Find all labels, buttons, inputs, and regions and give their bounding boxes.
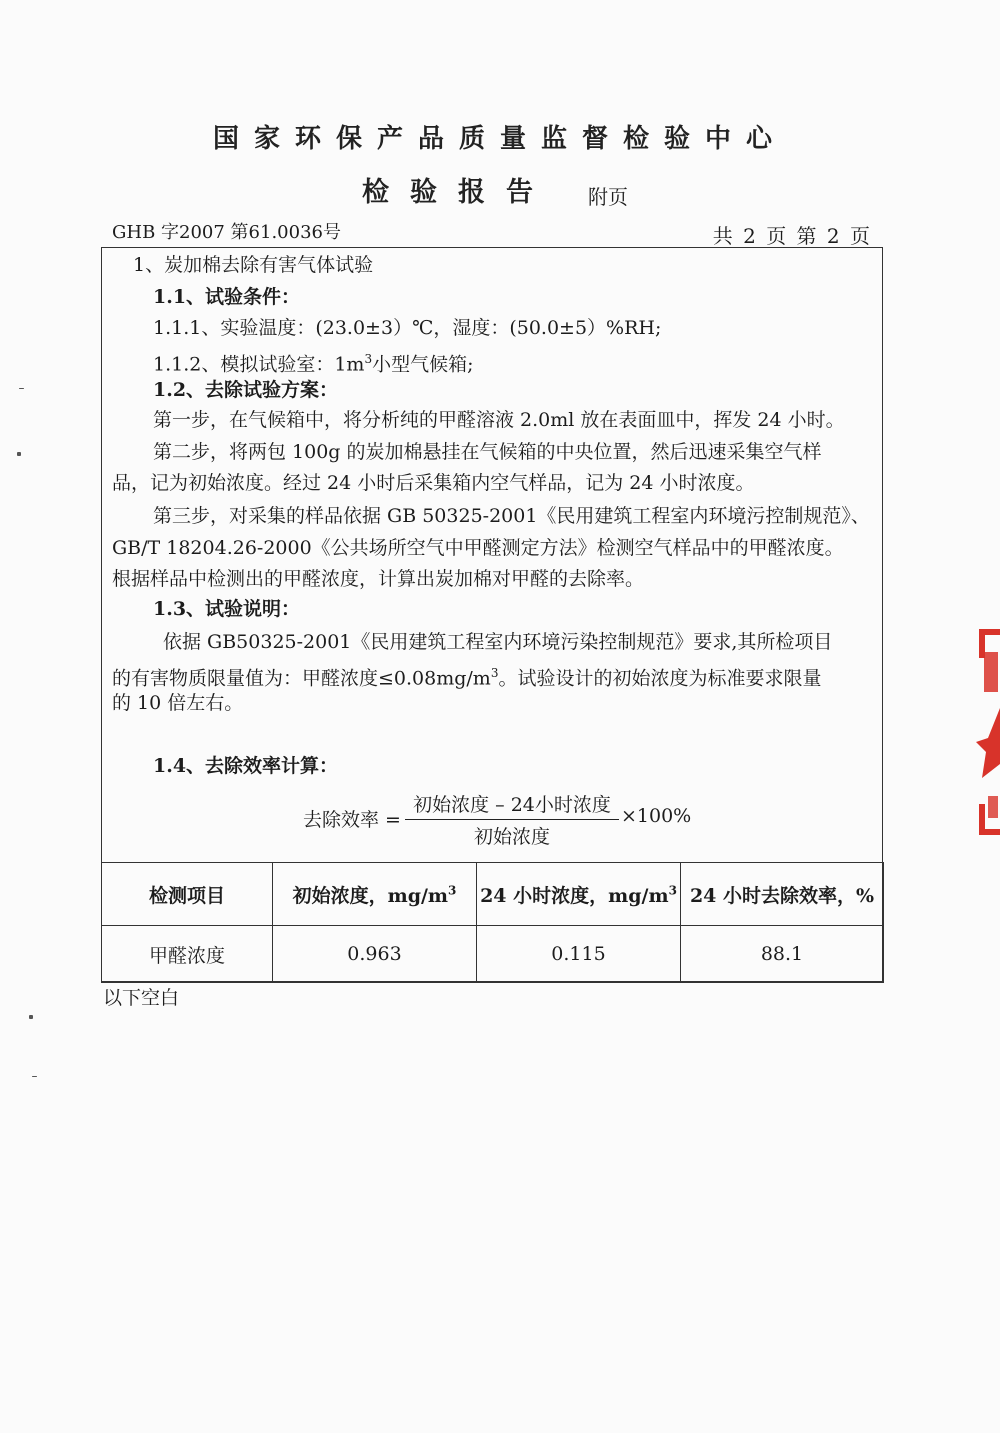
table-cell-item: 甲醛浓度 [102,926,273,983]
report-title: 检验报告 [362,177,554,208]
test-temperature-humidity: 1.1.1、实验温度：(23.0±3）℃，湿度：(50.0±5）%RH; [153,317,662,339]
table-header-cell [273,863,477,926]
table-cell-initial: 0.963 [273,926,477,983]
formula-denominator: 初始浓度 [473,826,550,848]
table-header-cell [477,863,681,926]
scan-speck [19,388,24,389]
limit-text: 的有害物质限量值为：甲醛浓度≤0.08mg/m [112,667,491,690]
test-chamber-text: 1.1.2、模拟试验室：1m [153,353,365,376]
header-removal-efficiency: 24 小时去除效率，% [689,884,875,907]
step-1-text: 第一步，在气候箱中，将分析纯的甲醛溶液 2.0ml 放在表面皿中，挥发 24 小时。 [153,409,845,431]
table-header-cell [681,863,884,926]
formula-numerator: 初始浓度 – 24小时浓度 [405,790,619,820]
appendix-label: 附页 [588,185,628,209]
page-count: 共 2 页 第 2 页 [712,224,872,248]
step-2-text-line-1: 第二步，将两包 100g 的炭加棉悬挂在气候箱的中央位置，然后迅速采集空气样 [153,441,822,463]
header-initial-concentration: 初始浓度，mg/m [292,884,449,907]
section-1-2-heading: 1.2、去除试验方案： [153,379,339,401]
star-icon [976,708,1000,778]
formula-lhs: 去除效率 = [303,809,401,831]
section-1-1-heading: 1.1、试验条件： [153,286,301,308]
header-item: 检测项目 [148,884,225,907]
header-superscript: 3 [448,883,457,898]
blank-below-note: 以下空白 [103,987,180,1009]
test-description-line-3: 的 10 倍左右。 [112,692,244,714]
header-superscript: 3 [668,883,677,898]
section-1-heading: 1、炭加棉去除有害气体试验 [133,254,374,276]
header-24h-concentration: 24 小时浓度，mg/m [480,884,669,907]
report-number: GHB 字2007 第61.0036号 [112,222,341,243]
formula-rhs: ×100% [621,805,692,827]
limit-text-end: 。试验设计的初始浓度为标准要求限量 [498,667,822,690]
organization-title: 国家环保产品质量监督检验中心 [212,124,787,154]
table-header-cell [102,863,273,926]
table-cell-24h: 0.115 [477,926,681,983]
table-header-row [102,863,884,926]
test-chamber-superscript: 3 [364,352,373,366]
section-1-3-heading: 1.3、试验说明： [153,598,301,620]
test-description-line-2 [112,660,821,691]
table-row [102,926,884,983]
step-2-text-line-2: 品，记为初始浓度。经过 24 小时后采集箱内空气样品，记为 24 小时浓度。 [112,472,755,494]
test-chamber-text-end: 小型气候箱; [372,353,474,376]
stamp-glyph [988,796,998,818]
test-chamber [153,346,474,377]
step-3-text-line-3: 根据样品中检测出的甲醛浓度，计算出炭加棉对甲醛的去除率。 [112,568,645,590]
stamp-glyph [984,652,998,692]
step-3-text-line-2: GB/T 18204.26-2000《公共场所空气中甲醛测定方法》检测空气样品中的甲醛浓度。 [112,537,844,559]
section-1-4-heading: 1.4、去除效率计算： [153,755,339,777]
table-cell-efficiency: 88.1 [681,926,884,983]
results-table [101,862,884,983]
step-3-text-line-1: 第三步，对采集的样品依据 GB 50325-2001《民用建筑工程室内环境污控制规范》、 [153,505,870,527]
formula-fraction [405,790,619,849]
limit-superscript: 3 [490,666,499,680]
scan-speck [32,1076,37,1077]
test-description-line-1: 依据 GB50325-2001《民用建筑工程室内环境污染控制规范》要求,其所检项目 [163,631,833,653]
red-seal-stamp [974,628,1000,836]
scan-speck [17,452,21,456]
scan-speck [29,1015,33,1019]
